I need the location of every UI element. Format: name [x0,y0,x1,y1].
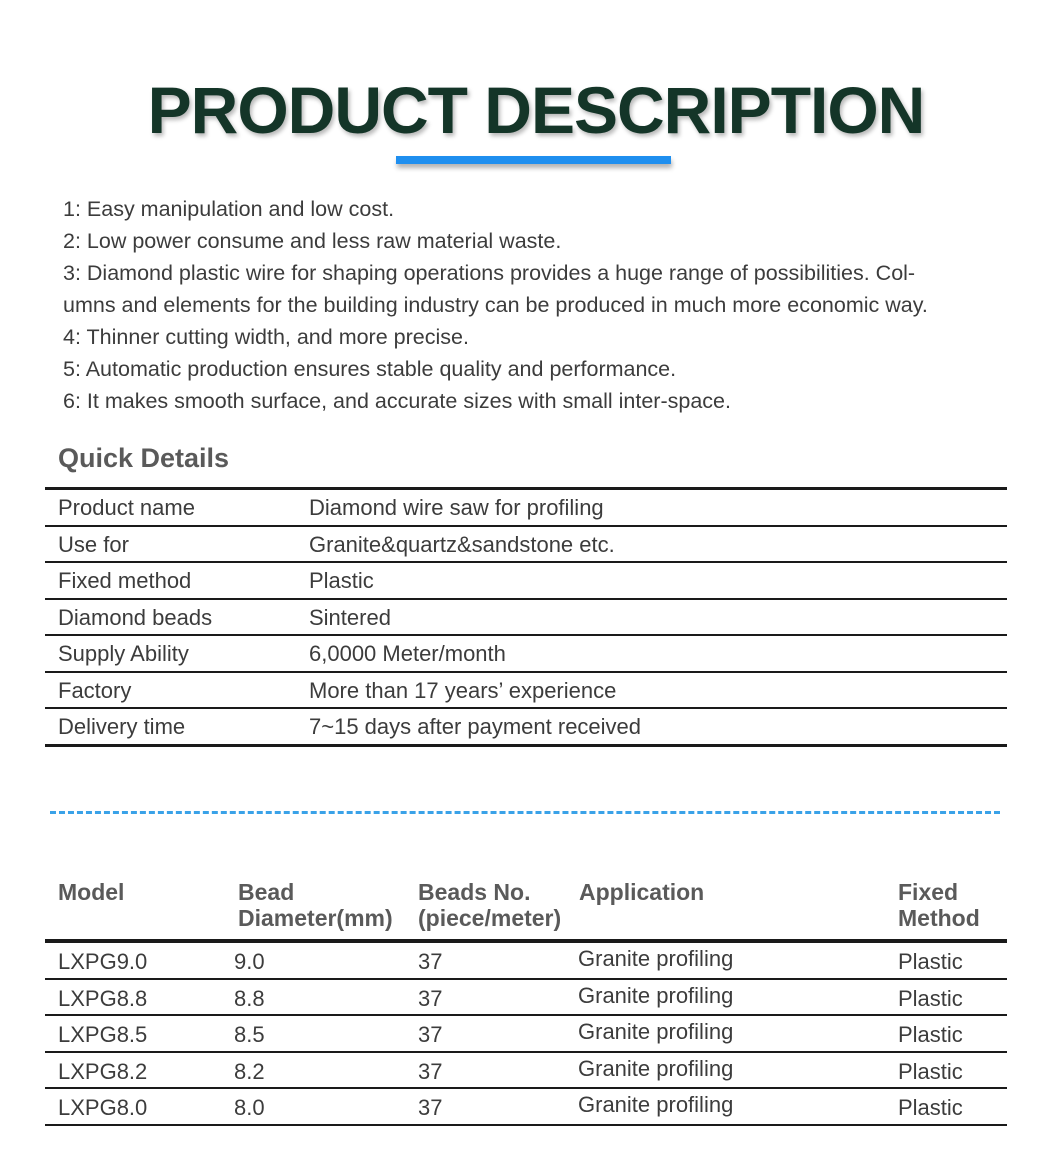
cell-application: Granite profiling [578,982,734,1008]
cell-diameter: 8.5 [234,1022,265,1047]
title-underline [396,156,671,164]
description-item: umns and elements for the building industry can be produced in much more economic way. [63,293,928,317]
cell-fixed-method: Plastic [898,985,963,1011]
cell-beads: 37 [418,1058,443,1084]
cell-application: Granite profiling [578,1019,734,1044]
cell-fixed-method: Plastic [898,1095,963,1120]
cell-diameter: 8.2 [234,1058,265,1084]
page-title: PRODUCT DESCRIPTION [147,73,925,147]
cell-diameter: 8.0 [234,1095,265,1120]
cell-diameter: 8.8 [234,985,265,1011]
detail-value: Diamond wire saw for profiling [309,495,604,520]
cell-model: LXPG8.8 [58,985,148,1011]
table-row [45,563,1007,600]
cell-beads: 37 [418,949,443,974]
detail-label: Use for [58,531,129,557]
detail-value: Plastic [309,568,374,593]
cell-application: Granite profiling [578,946,734,971]
cell-diameter: 9.0 [234,949,265,974]
detail-value: Sintered [309,604,391,630]
cell-model: LXPG8.0 [58,1095,148,1120]
description-item: 1: Easy manipulation and low cost. [63,197,395,221]
table-row [45,600,1007,637]
table-row [45,1016,1007,1053]
table-row [45,490,1007,527]
cell-beads: 37 [418,1095,443,1120]
cell-model: LXPG9.0 [58,949,148,974]
header-fixed-method: Fixed Method [898,879,980,931]
header-bead-diameter: Bead Diameter(mm) [238,879,393,931]
cell-model: LXPG8.5 [58,1022,148,1047]
description-list [63,193,1023,417]
table-row [45,636,1007,673]
description-item: 6: It makes smooth surface, and accurate sizes with small inter-space. [63,389,731,413]
header-beads-no: Beads No. (piece/meter) [418,879,562,931]
table-row [45,980,1007,1017]
cell-beads: 37 [418,985,443,1011]
cell-fixed-method: Plastic [898,949,963,974]
table-row [45,673,1007,710]
dashed-divider [50,811,1000,814]
detail-value: More than 17 years’ experience [309,677,617,703]
detail-label: Fixed method [58,568,192,593]
table-row [45,1089,1007,1126]
cell-fixed-method: Plastic [898,1058,963,1084]
description-item: 5: Automatic production ensures stable quality and performance. [63,357,677,381]
detail-label: Factory [58,677,132,703]
table-row [45,709,1007,747]
detail-label: Product name [58,495,195,520]
header-model: Model [58,879,125,905]
detail-value: 7~15 days after payment received [309,714,642,739]
spec-table [45,943,1007,1126]
detail-value: Granite&quartz&sandstone etc. [309,531,615,557]
cell-beads: 37 [418,1022,443,1047]
description-item: 4: Thinner cutting width, and more precise. [63,325,469,349]
header-application: Application [579,879,705,905]
detail-label: Delivery time [58,714,186,739]
table-row [45,527,1007,564]
description-item: 3: Diamond plastic wire for shaping operations provides a huge range of possibilities. Col- [63,261,916,285]
quick-details-heading: Quick Details [58,443,230,473]
table-row [45,943,1007,980]
cell-model: LXPG8.2 [58,1058,148,1084]
description-item: 2: Low power consume and less raw material waste. [63,229,562,253]
detail-label: Diamond beads [58,604,213,630]
detail-value: 6,0000 Meter/month [309,641,506,666]
quick-details-table [45,487,1007,747]
table-row [45,1053,1007,1090]
cell-fixed-method: Plastic [898,1022,963,1047]
spec-table-header [45,877,1007,943]
cell-application: Granite profiling [578,1092,734,1117]
detail-label: Supply Ability [58,641,189,666]
cell-application: Granite profiling [578,1055,734,1081]
